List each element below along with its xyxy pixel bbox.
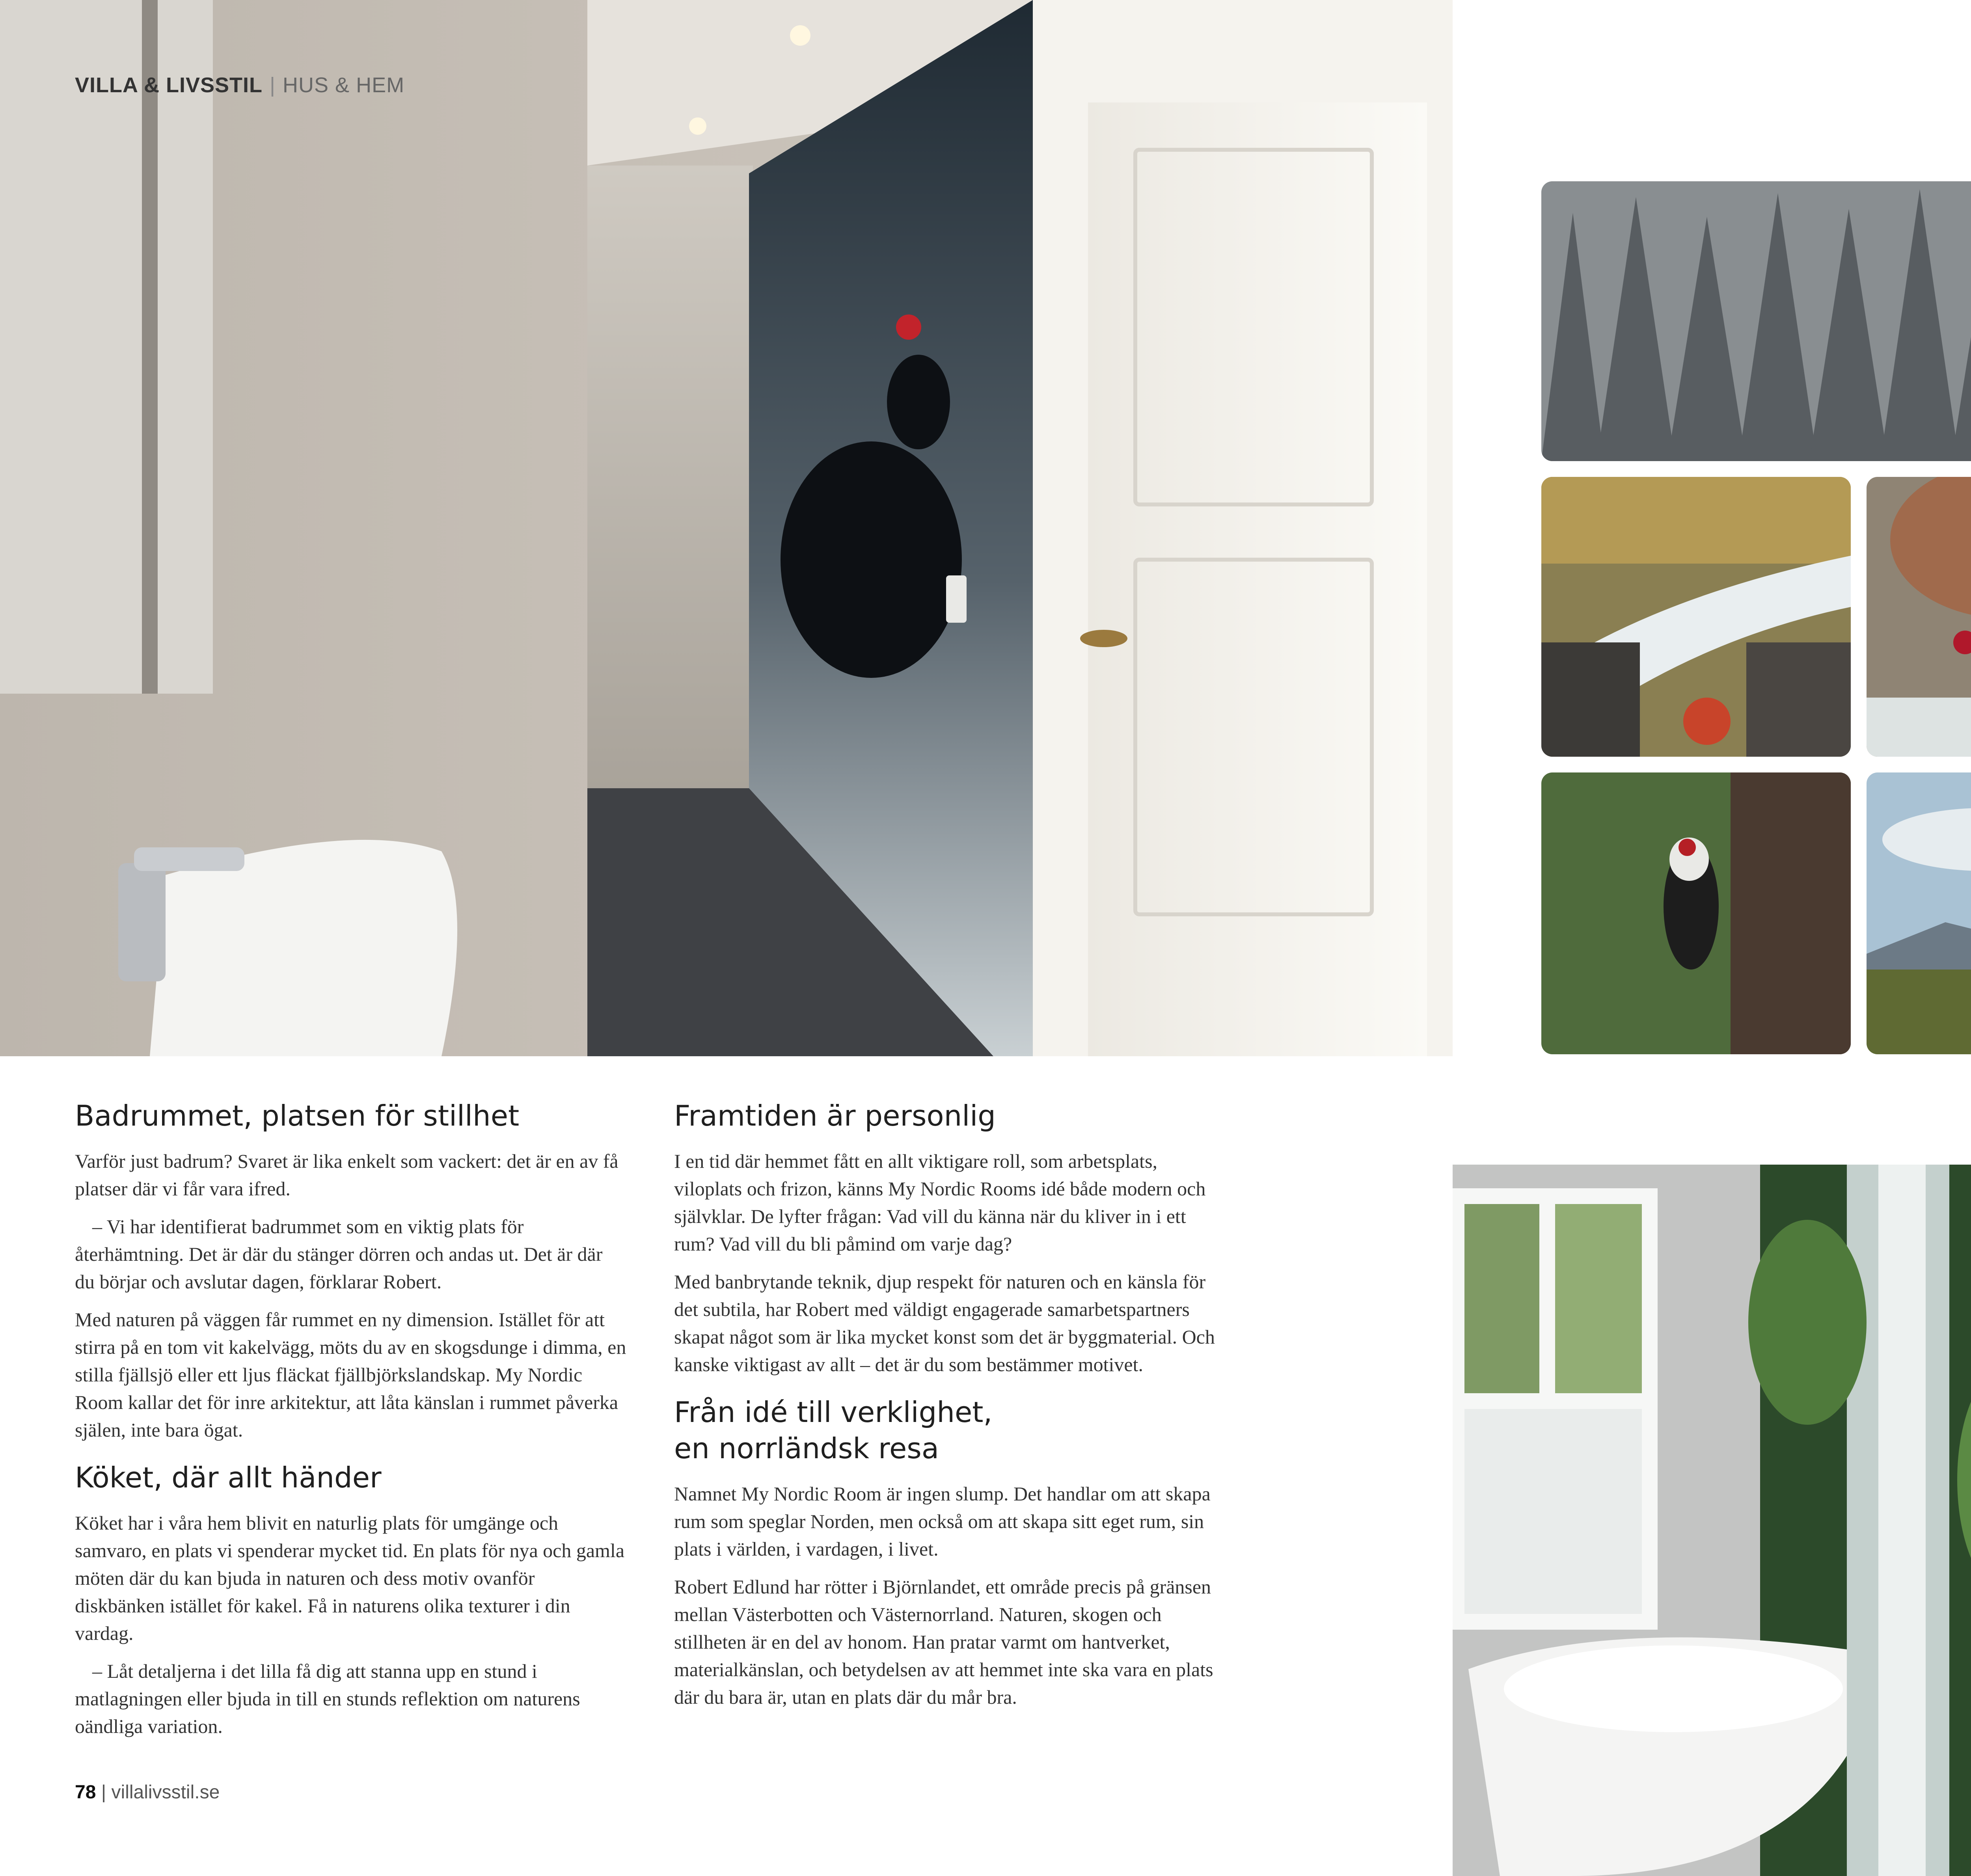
magazine-brand: VILLA & LIVSSTIL [75, 73, 263, 97]
paragraph: Namnet My Nordic Room är ingen slump. Det handlar om att skapa rum som speglar Norden, men också om att skapa sitt eget rum, sin plats i världen, i vardagen, i livet. [674, 1483, 1211, 1560]
running-header-left: VILLA & LIVSSTIL | HUS & HEM [75, 73, 405, 97]
footer-left: 78 | villalivsstil.se [75, 1782, 220, 1803]
paragraph: I en tid där hemmet fått en allt viktigare roll, som arbetsplats, viloplats och frizon, känns My Nordic Rooms idé både modern och självklar. De lyfter frågan: Vad vill du känna när du kliver in i ett rum? Vad vill du bli påmind om varje dag? [674, 1150, 1206, 1255]
paragraph: Med banbrytande teknik, djup respekt för naturen och en känsla för det subtila, har Robert med väldigt engagerade samarbetspartners skapat något som är lika mycket konst som det är byggmaterial. Och kanske viktigast av allt – det är du som bestämmer motivet. [674, 1271, 1215, 1375]
heading-framtiden: Framtiden är personlig [674, 1099, 996, 1132]
text-column-2 [674, 1098, 1226, 1721]
heading-koket: Köket, där allt händer [75, 1461, 382, 1494]
heading-fran-ide: Från idé till verklighet, en norrländsk resa [674, 1396, 993, 1465]
section-name: HUS & HEM [283, 73, 405, 97]
paragraph: Robert Edlund har rötter i Björnlandet, ett område precis på gränsen mellan Västerbotten och Västernorrland. Naturen, skogen och stillheten är en del av honom. Han pratar varmt om hantverket, materialkänslan, och betydelsen av att hemmet inte ska vara en plats där du bara är, utan en plats där du mår bra. [674, 1576, 1213, 1708]
photo-river-rapids [1541, 477, 1851, 757]
bathroom-illustration [0, 0, 1453, 1056]
site-url: villalivsstil.se [111, 1782, 220, 1803]
bathroom-photo [0, 0, 1453, 1056]
photo-frosty-forest [1541, 181, 1971, 461]
paragraph: Köket har i våra hem blivit en naturlig plats för umgänge och samvaro, en plats vi spenderar mycket tid. En plats för nya och gamla möten där du kan bjuda in naturen och dess motiv ovanför diskbänken istället för kakel. Få in naturens olika texturer i din vardag. [75, 1512, 625, 1644]
page-number: 78 [75, 1782, 96, 1803]
paragraph: – Vi har identifierat badrummet som en viktig plats för återhämtning. Det är där du stänger dörren och andas ut. Det är där du börjar och avslutar dagen, förklarar Robert. [75, 1215, 603, 1293]
paragraph: Varför just badrum? Svaret är lika enkelt som vackert: det är en av få platser där vi får vara ifred. [75, 1150, 618, 1200]
photo-woodpecker [1541, 772, 1851, 1054]
heading-badrummet: Badrummet, platsen för stillhet [75, 1099, 520, 1132]
photo-mountain-view [1867, 772, 1971, 1054]
text-column-1 [75, 1098, 627, 1750]
photo-lingonberries [1867, 477, 1971, 757]
paragraph: Med naturen på väggen får rummet en ny dimension. Istället för att stirra på en tom vit kakelvägg, möts du av en skogsdunge i dimma, en stilla fjällsjö eller ett ljus fläckat fjällbjörkslandskap. My Nordic Room kallar det för inre arkitektur, att låta känslan i rummet påverka själen, inte bara ögat. [75, 1308, 626, 1441]
waterfall-bathroom-photo [1453, 1165, 1971, 1876]
paragraph: – Låt detaljerna i det lilla få dig att stanna upp en stund i matlagningen eller bjuda in till en stunds reflektion om naturens oändliga variation. [75, 1660, 580, 1737]
